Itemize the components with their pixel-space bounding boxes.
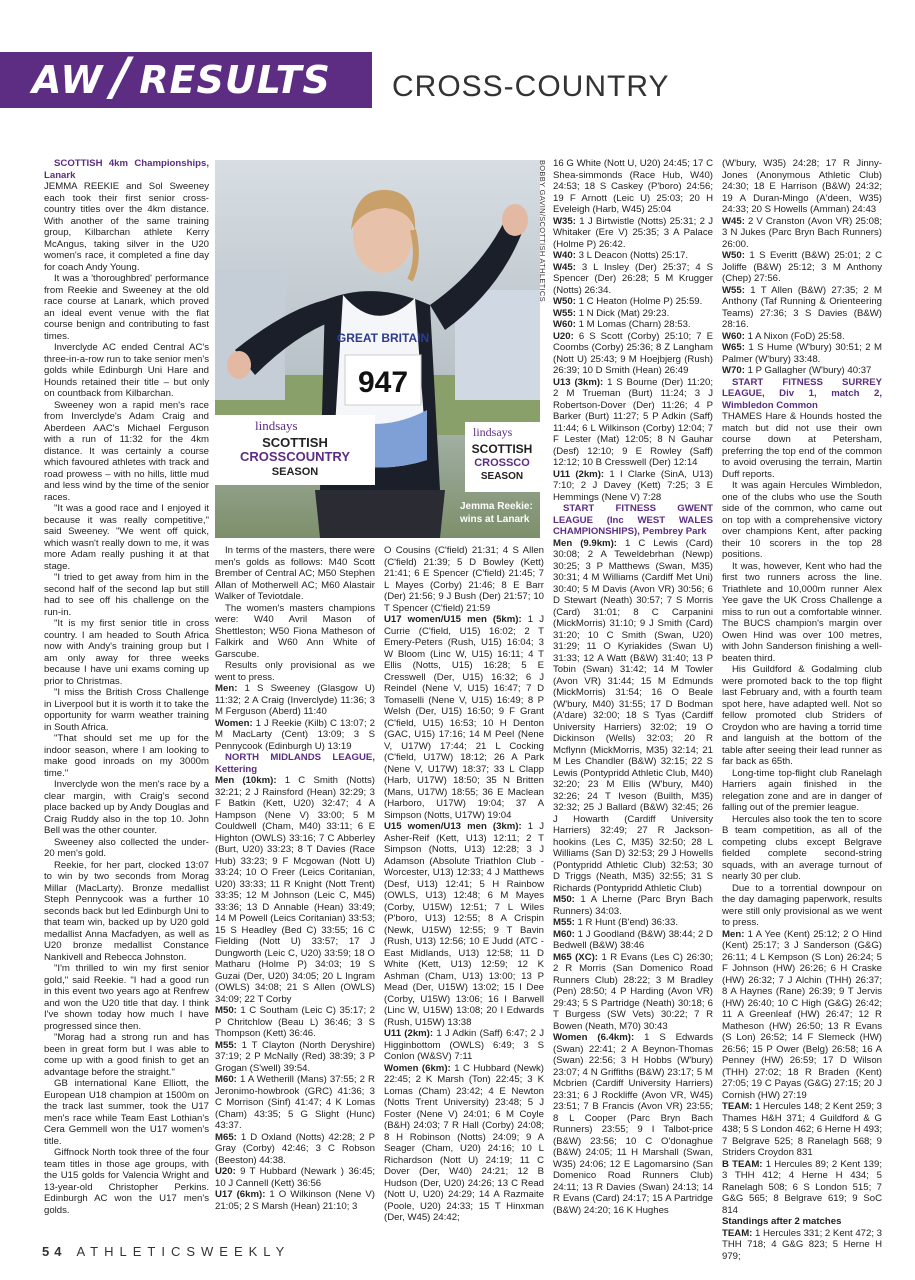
body-paragraph: "It is my first senior title in cross country. I am headed to South Africa now with Andy's training group but I am only away for three weeks because I have uni exams coming up prior to Christmas. — [44, 618, 209, 687]
result-entry — [553, 1032, 713, 1216]
body-paragraph: Due to a torrential downpour on the day damaging paperwork, results were still only provisional as we went to press. — [722, 882, 882, 928]
result-text: 1 J Currie (C'field, U15) 16:02; 2 T Emery-Peters (Rush, U15) 16:04; 3 W Bloom (Linc W, U15) 16:11; 4 T Ellis (Notts, U15) 16:28; 5 E Cresswell (Der, U15) 16:32; 6 J Reindel (Nene V, U15) 16:47; 7 D Tomaselli (Nene V, U15) 16:49; 8 P Welsh (Der, U15) 16:50; 9 F Grant (C'field, U15) 16:53; 10 H Denton (GAC, U15) 17:16; 14 M Peel (Nene V, U17W) 17:44; 21 L Cocking (C'field, U17W) 18:12; 26 A Park (Nene V, U17W) 18:37; 33 L Clapp (Harb, U17W) 18:50; 35 N Britten (Mans, U17W) 18:55; 36 E Maclean (Harboro, U17W) 19:04; 37 A Simpson (Notts, U17W) 19:04 — [384, 614, 544, 821]
result-entry — [722, 285, 882, 331]
result-label: W50: — [553, 296, 576, 307]
result-label: M60: — [215, 1074, 237, 1085]
result-text: 9 T Hubbard (Newark ) 36:45; 10 J Cannell (Kett) 36:56 — [215, 1166, 375, 1189]
result-entry — [553, 952, 713, 1033]
result-text: 1 Hercules 331; 2 Kent 472; 3 THH 718; 4 G&G 823; 5 Herne H 979; — [722, 1227, 882, 1262]
result-text: 1 J Goodland (B&W) 38:44; 2 D Bedwell (B&W) 38:46 — [553, 928, 713, 951]
body-paragraph: Inverclyde AC ended Central AC's three-in-a-row run to take senior men's golds while Edinburgh Uni Hare and Hounds retained their title – but only on countback from Kilbarchan. — [44, 342, 209, 399]
result-entry — [553, 538, 713, 895]
photo-caption — [460, 500, 533, 526]
body-paragraph: THAMES Hare & Hounds hosted the match but did not use their own course down at Petersham, preferring the top end of the common to avoid overusing the terrain, Martin Duff reports. — [722, 411, 882, 480]
result-text: 1 Hercules 89; 2 Kent 139; 3 THH 412; 4 Herne H 434; 5 Ranelagh 508; 6 S London 515; 7 G&G 565; 8 Belgrave 619; 9 SoC 814 — [722, 1158, 882, 1216]
result-entry — [722, 342, 882, 365]
result-label: W40: — [553, 250, 576, 261]
result-label: W60: — [553, 319, 576, 330]
result-label: B TEAM: — [722, 1158, 763, 1170]
column-3 — [384, 545, 544, 1224]
result-label: U17 (6km): — [215, 1189, 266, 1200]
result-text: 1 J Birtwistle (Notts) 25:31; 2 J Whitaker (Ere V) 25:35; 3 A Palace (Holme P) 26:42. — [553, 215, 714, 250]
caption-line2: wins at Lanark — [460, 514, 530, 525]
standings-heading — [722, 1216, 882, 1228]
result-label: W70: — [722, 365, 745, 376]
result-entry — [553, 319, 713, 331]
vest-text: GREAT BRITAIN — [336, 331, 430, 345]
body-paragraph: Hercules also took the ten to score B team competition, as all of the competing clubs except Belgrave fielded complete second-string squads, with an average turnout of nearly 30 per club. — [722, 813, 882, 882]
result-entry — [553, 377, 713, 469]
banner2-brand: lindsays — [473, 425, 513, 439]
result-label: TEAM: — [722, 1227, 753, 1239]
result-entry — [553, 216, 713, 251]
result-entry — [553, 894, 713, 917]
result-text: 1 S Bourne (Der) 11:20; 2 M Trueman (Burt) 11:24; 3 J Robertson-Dover (Der) 11:26; 4 P Barker (Burt) 11:27; 5 P Adkin (Saff) 11:44; 6 L Wilkinson (Corby) 12:04; 7 F Lester (Mat) 12:05; 8 N Gauhar (Desf) 12:10; 9 E Rowley (Saff) 12:12; 10 B Cresswell (Der) 12:14 — [553, 376, 713, 468]
result-label: W65: — [722, 342, 745, 353]
logo-slash: / — [111, 47, 132, 107]
result-text: 3 L Deacon (Notts) 25:17. — [578, 250, 689, 261]
result-label: U13 (3km): — [553, 376, 604, 388]
result-text: 1 C Lewis (Card) 30:08; 2 A Teweldebrhan (Newp) 30:25; 3 P Matthews (Swan, M35) 30:31; 4 M Williams (Cardiff Met Uni) 30:40; 5 M Davis (Avon VR) 30:56; 6 D Stewart (Neath) 30:57; 7 S Morris (Card) 31:01; 8 C Carpanini (MickMorris) 31:10; 9 J Smith (Card) 31:20; 10 C Smith (Swan, U20) 31:29; 11 O Kyriakides (Swan U) 31:33; 12 A Watt (B&W) 31:40; 13 P Tobin (Swan) 31:42; 14 M Towler (Avon VR) 31:44; 15 M Edmunds (MickMorris) 31:54; 16 O Beale (W'bury, M40) 31:55; 17 D Bodman (A'dare) 32:00; 18 S Tyas (Cardiff University Harriers) 32:02; 19 O Dickinson (Wells) 32:03; 20 R Mcflynn (MickMorris, M35) 32:14; 21 M Les Chandler (B&W) 32:15; 22 S Lewis (Pontypridd Athletic Club, M40) 32:20; 23 M Ellis (W'bury, M40) 32:26; 24 T Iveson (Builth, M35) 32:32; 25 J Ballard (B&W) 32:45; 26 J Howarth (Cardiff University Harriers) 32:49; 27 R Jackson-hookins (Les C, M35) 32:50; 28 L Williams (San D) 32:53; 29 J Howells (Pontypridd Athletic Club) 32:53; 30 D Triggs (Neath, M35) 32:55; 31 S Richards (Pontypridd Athletic Club) — [553, 537, 713, 894]
result-text: 1 A Lherne (Parc Bryn Bach Runners) 34:03. — [553, 894, 713, 917]
page-number: 54 — [42, 1244, 67, 1259]
heading-scottish-champs: SCOTTISH 4km Championships, Lanark — [44, 158, 209, 181]
result-text: 1 J Reekie (Kilb) C 13:07; 2 M MacLarty (Cent) 13:09; 3 S Pennycook (Edinburgh U) 13:19 — [215, 717, 375, 752]
body-paragraph: Giffnock North took three of the four team titles in those age groups, with the U15 golds for Valencia Wright and 13-year-old Christopher Perkins. Edinburgh AC won the U17 men's golds. — [44, 1147, 209, 1216]
result-label: W45: — [722, 215, 745, 227]
body-paragraph: Long-time top-flight club Ranelagh Harriers again finished in the relegation zone and are in danger of falling out of the premier league. — [722, 767, 882, 813]
result-text: 1 M Lomas (Charn) 28:53. — [578, 319, 691, 330]
result-entry — [384, 821, 544, 1028]
result-continued: 16 G White (Nott U, U20) 24:45; 17 C Shea-simmonds (Race Hub, W40) 24:53; 18 S Caskey (P'boro) 24:56; 19 F Arnott (Leic U) 25:03; 20 H Eveleigh (Harb, W45) 25:04 — [553, 158, 713, 215]
result-label: W60: — [722, 330, 745, 342]
body-paragraph: Results only provisional as we went to press. — [215, 660, 375, 683]
result-label: Men (9.9km): — [553, 537, 617, 549]
athlete-photo-image — [215, 160, 540, 538]
body-paragraph: "I miss the British Cross Challenge in Liverpool but it is worth it to take the opportunity for warm weather training in South Africa. — [44, 687, 209, 733]
body-paragraph: "That should set me up for the indoor season, where I am looking to make good inroads on my 3000m time." — [44, 733, 209, 779]
banner-brand: lindsays — [255, 418, 298, 433]
section-heading: START FITNESS GWENT LEAGUE (Inc WEST WALES CHAMPIONSHIPS), Pembrey Park — [553, 503, 713, 537]
result-text: 1 P Gallagher (W'bury) 40:37 — [747, 365, 872, 376]
result-entry — [384, 1028, 544, 1063]
result-continued: O Cousins (C'field) 21:31; 4 S Allen (C'field) 21:39; 5 D Bowley (Kett) 21:41; 6 E Spencer (C'field) 21:45; 7 L Mayes (Corby) 21:46; 8 E Barr (Der) 21:56; 9 J Bush (Der) 21:57; 10 T Spencer (C'field) 21:59 — [384, 545, 544, 614]
body-paragraph: "I'm thrilled to win my first senior gold," said Reekie. "I had a good run in this event two years ago at Renfrew and won the U20 title that day. I think I've shown today how much I have progressed since then. — [44, 963, 209, 1032]
result-entry — [722, 1228, 882, 1263]
result-text: 1 I Clarke (SinA, U13) 7:10; 2 J Davey (Kett) 7:25; 3 E Hemmings (Nene V) 7:28 — [553, 468, 713, 503]
section-heading: START FITNESS SURREY LEAGUE, Div 1, match 2, Wimbledon Common — [722, 376, 882, 411]
result-label: U17 women/U15 men (5km): — [384, 614, 522, 625]
magazine-name: ATHLETICSWEEKLY — [76, 1244, 291, 1259]
page-footer — [42, 1244, 290, 1259]
section-title: CROSS-COUNTRY — [392, 70, 670, 103]
result-text: 1 S Hume (W'bury) 30:51; 2 M Palmer (W'bury) 33:48. — [722, 342, 882, 365]
result-label: U11 (2km): — [553, 468, 605, 480]
body-paragraph: It was, however, Kent who had the first two runners across the line. Triathlete and 10,000m runner Alex Yee gave the UK Cross Challenge a miss to run out a comfortable winner. The BUCS champion's margin over Owen Hind was over 100 metres, with John Sanderson finishing a well-beaten third. — [722, 560, 882, 664]
body-paragraph: Sweeney also collected the under-20 men's gold. — [44, 836, 209, 859]
banner-line3: SEASON — [271, 466, 319, 478]
bib-number: 947 — [357, 366, 409, 399]
result-label: M65 (XC): — [553, 951, 599, 963]
result-label: M60: — [553, 928, 575, 940]
result-text: 1 J Asher-Reif (Kett, U13) 12:11; 2 T Simpson (Notts, U13) 12:28; 3 J Adamson (Absolute Triathlon Club - Worcester, U13) 12:33; 4 J Matthews (Desf, U13) 12:41; 5 H Rainbow (OWLS, U13) 12:48; 6 M Mayes (Corby, U15W) 12:51; 7 L Wiles (P'boro, U13) 12:55; 8 A Crispin (Newk, U15W) 12:55; 9 T Bavin (Rush, U13) 12:56; 10 E Judd (ATC - East Midlands, U13) 12:58; 11 D White (Kett, U13) 12:59; 12 K Ashman (Cham, U13) 13:00; 13 P Mead (Der, U15W) 13:02; 15 I Dee (Corby, U15W) 13:06; 16 I Barwell (Linc W, U15W) 13:08; 20 I Edwards (Rush, U15W) 13:38 — [384, 821, 544, 1028]
result-text: 1 C Smith (Notts) 32:21; 2 J Rainsford (Hean) 32:29; 3 F Batkin (Kett, U20) 32:47; 4 A Hampson (Nene V) 33:00; 5 M Couldwell (Cham, M40) 33:11; 6 E Highton (OWLS) 33:16; 7 C Abberley (Burt, U20) 33:23; 8 T Davies (Race Hub) 33:23; 9 F Mcgowan (Nott U) 33:24; 10 O Freer (Leics Coritanian, U20) 33:33; 11 R Knight (Nott Trent) 33:35; 12 M Johnson (Leic C, M45) 33:36; 13 D Annable (Hean) 33:49; 14 M Powell (Leics Coritanian) 33:53; 15 S Headley (Bed C) 33:55; 16 C Fielding (Nott U) 33:57; 17 J Dungworth (Leic C, U20) 33:59; 18 O Matharu (Holme P) 34:03; 19 S Guzai (Der, U20) 34:05; 20 L Ingram (OWLS) 34:08; 21 S Allen (OWLS) 34:09; 22 T Corby — [215, 775, 375, 1005]
column-2 — [215, 545, 375, 1212]
result-entry — [553, 917, 713, 929]
body-paragraph: Sweeney won a rapid men's race from Inverclyde's Adam Craig and Aberdeen AAC's Michael Ferguson with a run of 11:32 for the 4km distance. It was certainly a course which favoured athletes with track and road prowess – with no hills, little mud and less wind by the time of the senior races. — [44, 399, 209, 503]
result-entry — [722, 216, 882, 251]
body-paragraph: GB international Kane Elliott, the European U18 champion at 1500m on the track last summer, took the U17 men's race while Team East Lothian's Cera Gemmell won the U17 women's title. — [44, 1078, 209, 1147]
body-paragraph: It was a 'thoroughbred' performance from Reekie and Sweeney at the old race course at Lanark, which proved an ideal event venue with the flat course benign and contributing to fast times. — [44, 273, 209, 342]
body-paragraph: In terms of the masters, there were men's golds as follows: M40 Scott Brember of Central AC; M50 Stephen Allan of Motherwell AC; M60 Alastair Walker of Teviotdale. — [215, 545, 375, 602]
result-entry — [215, 718, 375, 753]
result-text: 1 S Edwards (Swan) 22:41; 2 A Beynon-Thomas (Swan) 22:56; 3 H Hobbs (W'bury) 23:07; 4 N Griffiths (B&W) 23:17; 5 M Mcbrien (Cardiff University Harriers) 23:31; 6 J Rockliffe (Avon VR, W45) 23:51; 7 B Francis (Avon VR) 23:55; 8 L Cooper (Parc Bryn Bach Runners) 23:55; 9 I Talbot-price (B&W) 23:56; 10 C O'donaghue (B&W) 24:05; 11 H Marshall (Swan, W35) 24:06; 12 E Lagomarsino (San Domenico Road Runners Club) 24:11; 13 R Davies (Swan) 24:13; 14 R Evans (Card) 24:17; 15 A Partridge (B&W) 24:20; 16 K Hughes — [553, 1032, 713, 1216]
result-text: 1 A Nixon (FoD) 25:58. — [747, 330, 845, 342]
result-entry — [215, 1132, 375, 1167]
result-text: 3 L Insley (Der) 25:37; 4 S Spencer (Der) 26:28; 5 M Krugger (Notts) 26:34. — [553, 261, 713, 296]
result-label: U15 women/U13 men (3km): — [384, 821, 522, 832]
logo-results: RESULTS — [139, 58, 331, 102]
banner-line1: SCOTTISH — [262, 435, 328, 450]
result-entry — [553, 331, 713, 377]
body-paragraph: JEMMA REEKIE and Sol Sweeney each took their first senior cross-country titles over the 4km distance. With another of the same training group, Kilbarchan athlete Kerry McAngus, taking silver in the U20 women's race, it completed a fine day for coach Andy Young. — [44, 181, 209, 273]
banner2-line2: CROSSCO — [474, 457, 530, 469]
result-entry — [553, 250, 713, 262]
result-label: U11 (2km): — [384, 1028, 434, 1039]
banner2-line3: SEASON — [480, 471, 524, 482]
body-paragraph: "It was a good race and I enjoyed it because it was really competitive," said Sweeney. "We went off quick, which wasn't really down to me, it was more Adam really pushing it at that stage. — [44, 503, 209, 572]
banner2-line1: SCOTTISH — [471, 442, 533, 456]
body-paragraph: Reekie, for her part, clocked 13:07 to win by two seconds from Morag Millar (MacLarty). Bronze medallist Steph Pennycook was a further 10 seconds back but led Edinburgh Uni to that team win, backed up by U20 gold medallist Anna Macfadyen, as well as U20 bronze medallist Constance Nankivell and Rebecca Johnston. — [44, 859, 209, 963]
banner-line2: CROSSCOUNTRY — [239, 449, 351, 464]
result-text: 1 T Clayton (North Deryshire) 37:19; 2 P McNally (Red) 38:39; 3 P Grogan (S'well) 39:54. — [215, 1039, 375, 1074]
body-paragraph: "I tried to get away from him in the second half of the second lap but still had to see off his challenge on the run-in. — [44, 572, 209, 618]
result-entry — [215, 775, 375, 1005]
section-heading: NORTH MIDLANDS LEAGUE, Kettering — [215, 752, 375, 775]
body-paragraph: Inverclyde won the men's race by a clear margin, with Craig's second place backed up by Andy Douglas and Craig Ruddy also in the top 10. John Bell was the other counter. — [44, 779, 209, 836]
result-text: 1 A Wetherill (Mans) 37:55; 2 R Jeronimo-howbrook (GRC) 41:36; 3 C Morrison (Sinf) 41:47; 4 K Lomas (Cham) 43:35; 5 G Slight (Hunc) 43:37. — [215, 1074, 375, 1131]
result-entry — [553, 308, 713, 320]
result-label: Men: — [722, 928, 745, 940]
result-continued: (W'bury, W35) 24:28; 17 R Jinny-Jones (Anonymous Athletic Club) 24:30; 18 E Harrison (B&W) 24:32; 19 A Duran-Mingo (A'deen, W35) 24:33; 20 S Howells (Amman) 24:43 — [722, 158, 882, 215]
body-paragraph: The women's masters champions were: W40 Avril Mason of Shettleston; W50 Fiona Matheson of Falkirk and W60 Ann White of Garscube. — [215, 602, 375, 660]
result-entry — [215, 683, 375, 718]
result-label: W55: — [553, 307, 576, 319]
result-label: Men: — [215, 683, 238, 694]
result-entry — [553, 262, 713, 297]
result-label: W50: — [722, 250, 745, 261]
result-label: Women (6.4km): — [553, 1032, 635, 1043]
result-label: W55: — [722, 284, 745, 296]
result-entry — [384, 614, 544, 821]
result-text: 1 C Hubbard (Newk) 22:45; 2 K Marsh (Ton) 22:45; 3 K Lomas (Cham) 23:42; 4 E Newton (Notts Trent University) 23:48; 5 J Foster (Nene V) 24:01; 6 M Coyle (B&H) 24:03; 7 R Hall (Corby) 24:08; 8 H Robinson (Notts) 24:09; 9 A Seager (Cham, U20) 24:16; 10 L Richardson (Nott U) 24:19; 11 C Dover (Der, W40) 24:21; 12 B Hudson (Der, U20) 24:26; 13 C Read (Nott U, U20) 24:29; 14 A Razmaite (Poole, U20) 24:33; 15 T Hinxman (Der, W45) 24:42; — [384, 1062, 544, 1223]
result-text: 1 Hercules 148; 2 Kent 259; 3 Thames H&H 371; 4 Guildford & G 438; 5 S London 462; 6 Herne H 493; 7 Belgrave 525; 8 Ranelagh 568; 9 Striders Croydon 831 — [722, 1101, 882, 1158]
result-entry — [722, 1159, 882, 1217]
result-label: U20: — [215, 1166, 236, 1177]
result-label: M65: — [215, 1131, 237, 1143]
result-entry — [215, 1189, 375, 1212]
result-entry — [553, 929, 713, 952]
result-entry — [722, 365, 882, 377]
result-label: W35: — [553, 215, 576, 227]
column-4 — [553, 158, 713, 1216]
result-text: 1 T Allen (B&W) 27:35; 2 M Anthony (Taf Running & Orienteering Teams) 27:36; 3 S Davies (B&W) 28:16. — [722, 284, 882, 330]
result-text: 1 A Yee (Kent) 25:12; 2 O Hind (Kent) 25:17; 3 J Sanderson (G&G) 26:11; 4 L Kempson (S Lon) 26:24; 5 F Johnson (HW) 26:26; 6 H Craske (HW) 26:32; 7 J Alchin (THH) 26:37; 8 A Haynes (Rane) 26:39; 9 T Jervis (HW) 26:40; 10 C High (G&G) 26:42; 11 A Greenleaf (HW) 26:47; 12 R Matheson (HW) 26:50; 13 R Evans (S Lon) 26:52; 14 F Slemeck (HW) 26:56; 15 P Ower (Belg) 26:58; 16 A Penney (HW) 26:59; 17 D Wilson (THH) 27:02; 18 R Braden (Kent) 27:05; 19 C Payas (G&G) 27:15; 20 J Cornish (HW) 27:19 — [722, 928, 882, 1101]
result-label: U20: — [553, 330, 574, 342]
result-text: 2 V Cranston (Avon VR) 25:08; 3 N Jukes (Parc Bryn Bach Runners) 26:00. — [722, 215, 882, 250]
result-label: TEAM: — [722, 1101, 753, 1112]
result-text: 1 S Everitt (B&W) 25:01; 2 C Joliffe (B&W) 25:12; 3 M Anthony (Chep) 27:56. — [722, 250, 882, 284]
result-text: 1 R Evans (Les C) 26:30; 2 R Morris (San Domenico Road Runners Club) 28:22; 3 M Bradley (Pen) 28:50; 4 P Harding (Avon VR) 29:43; 5 S Partridge (Neath) 30:18; 6 T Burgess (SW Vets) 30:22; 7 R Bowen (Neath, M70) 30:43 — [553, 951, 713, 1032]
result-text: 1 J Adkin (Saff) 6:47; 2 J Higginbottom (OWLS) 6:49; 3 S Conlon (W&SV) 7:11 — [384, 1028, 544, 1062]
body-paragraph: His Guildford & Godalming club were promoted back to the top flight last February and, with a fourth team spot here, have adapted well. Not so fellow promoted club Striders of Croydon who are having a torrid time and languish at the bottom of the table after seeing their lead runner as far back as 65th. — [722, 664, 882, 767]
result-text: 1 D Oxland (Notts) 42:28; 2 P Gray (Corby) 42:46; 3 C Robson (Beeston) 44:38. — [215, 1131, 375, 1166]
body-paragraph: It was again Hercules Wimbledon, one of the clubs who use the South side of the common, who came out on top with a comprehensive victory over champions Kent, after packing their 10 scorers in the top 28 positions. — [722, 480, 882, 560]
result-text: 1 R Hunt (B'end) 36:33. — [577, 917, 679, 928]
result-label: Women: — [215, 717, 253, 729]
result-text: 6 S Scott (Corby) 25:10; 7 E Coombs (Corby) 25:36; 8 Z Langham (Nott U) 25:43; 9 M Hoejbjerg (Rush) 26:39; 10 D Smith (Hean) 26:49 — [553, 330, 713, 376]
caption-line1: Jemma Reekie: — [460, 501, 533, 512]
result-label: M50: — [215, 1005, 237, 1016]
result-label: W45: — [553, 261, 576, 273]
result-text: 1 C Heaton (Holme P) 25:59. — [578, 296, 703, 307]
result-label: M50: — [553, 894, 575, 905]
result-entry — [722, 1101, 882, 1159]
result-entry — [553, 296, 713, 308]
column-1 — [44, 158, 209, 1216]
result-entry — [553, 469, 713, 504]
result-label: Men (10km): — [215, 775, 277, 786]
result-entry — [215, 1040, 375, 1075]
result-entry — [722, 331, 882, 343]
result-label: M55: — [215, 1039, 237, 1051]
aw-results-logo — [0, 47, 372, 108]
body-paragraph: "Morag had a strong run and has been in great form but I was able to come up with a good finish to get an advantage before the straight." — [44, 1032, 209, 1078]
standings-label: Standings after 2 matches — [722, 1216, 842, 1227]
column-5 — [722, 158, 882, 1262]
result-label: Women (6km): — [384, 1062, 451, 1074]
result-entry — [215, 1005, 375, 1040]
photo-credit: BOBBY GAVIN/SCOTTISH ATHLETICS — [538, 160, 547, 302]
logo-aw: AW — [32, 58, 104, 102]
result-entry — [384, 1063, 544, 1224]
result-entry — [722, 929, 882, 1102]
result-text: 1 C Southam (Leic C) 35:17; 2 P Chritchlow (Beau L) 36:46; 3 S Thompson (Kett) 36:46. — [215, 1005, 375, 1039]
result-entry — [722, 250, 882, 285]
result-text: 1 S Sweeney (Glasgow U) 11:32; 2 A Craig (Inverclyde) 11:36; 3 M Ferguson (Aberd) 11:40 — [215, 683, 375, 717]
result-entry — [215, 1166, 375, 1189]
result-text: 1 N Dick (Mat) 29:23. — [578, 307, 670, 319]
result-text: 1 O Wilkinson (Nene V) 21:05; 2 S Marsh (Hean) 21:10; 3 — [215, 1189, 375, 1212]
result-entry — [215, 1074, 375, 1132]
result-label: M55: — [553, 917, 575, 928]
race-photo — [215, 160, 540, 538]
